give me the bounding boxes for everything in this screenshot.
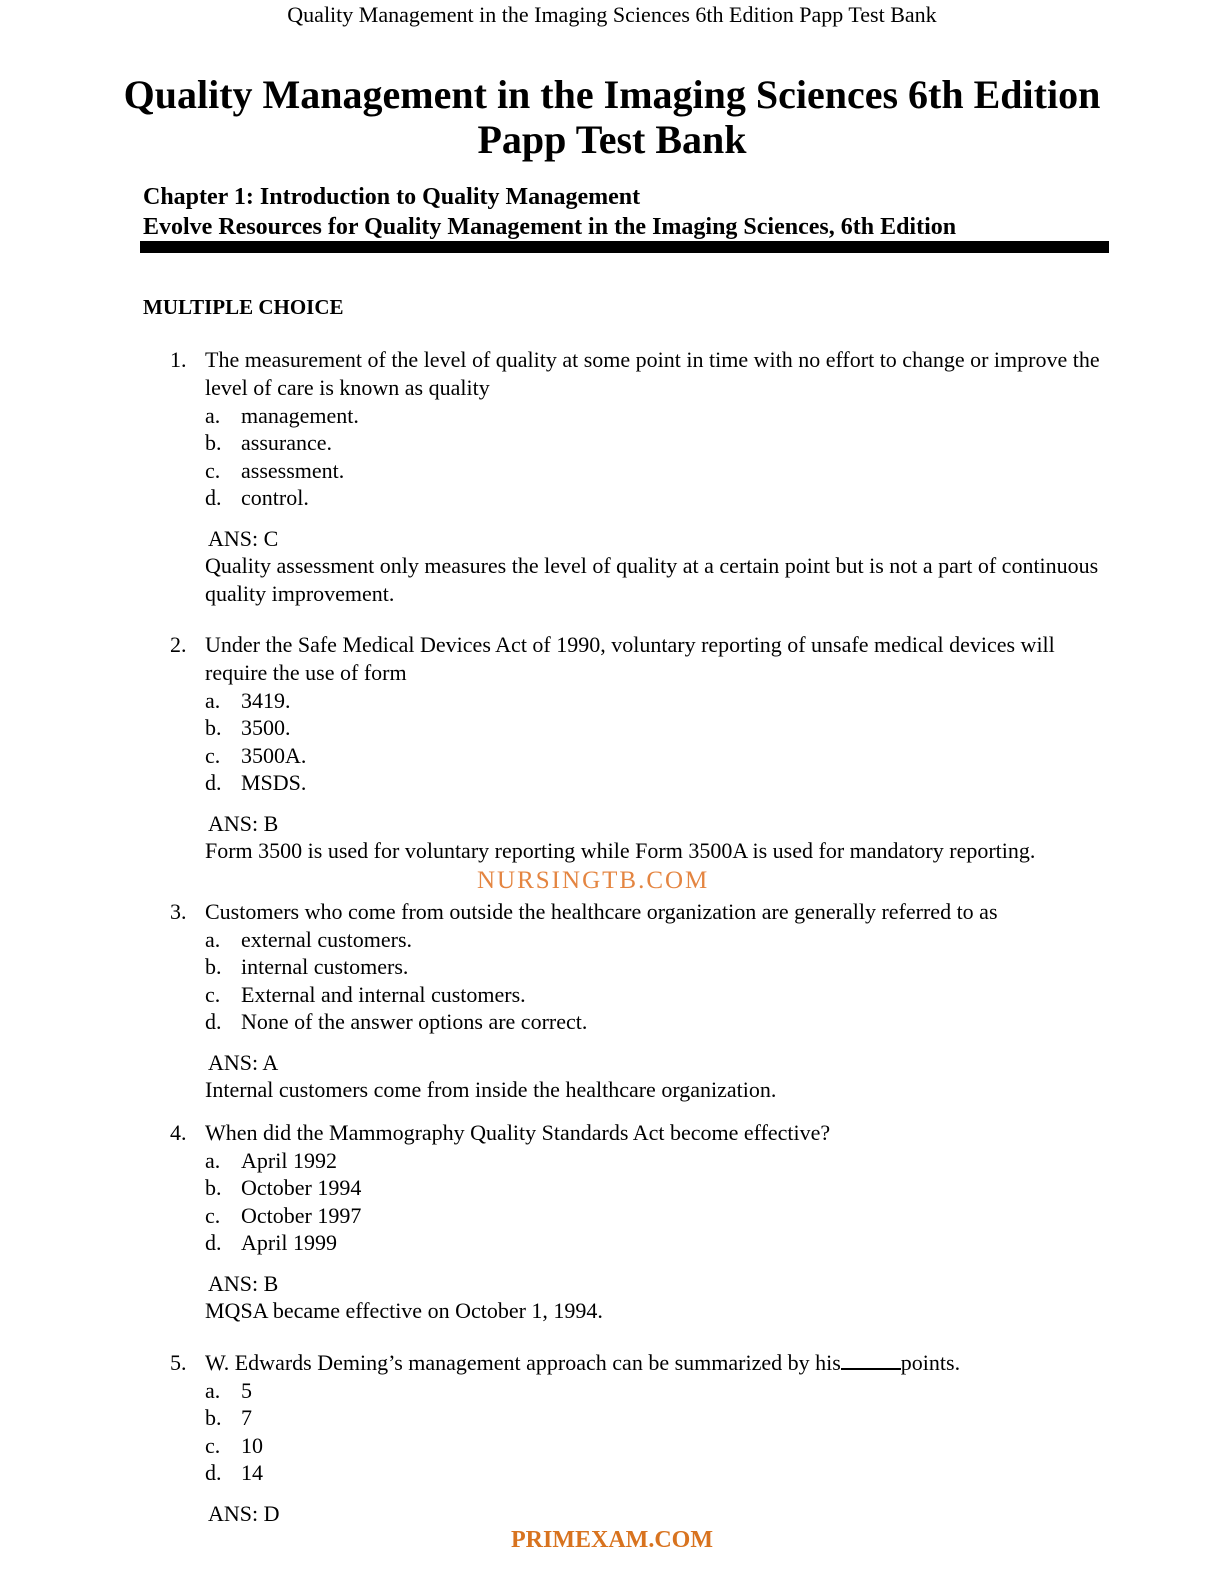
question-text: Customers who come from outside the healthcare organization are generally referred to as (205, 899, 998, 924)
option-text: 3419. (241, 688, 291, 713)
answer-option (205, 1174, 1110, 1201)
answer-option (205, 1404, 1110, 1431)
option-letter: d. (205, 484, 222, 510)
chapter-subtitle: Evolve Resources for Quality Management in the Imaging Sciences, 6th Edition (143, 214, 957, 240)
answer-rationale: Quality assessment only measures the level of quality at a certain point but is not a part of continuous quality improvement. (205, 553, 1099, 607)
question-number: 2. (170, 632, 187, 657)
question-text: Under the Safe Medical Devices Act of 1990, voluntary reporting of unsafe medical devices will require the use of form (205, 632, 1055, 685)
answer-key: ANS: B (208, 1271, 279, 1297)
option-letter: a. (205, 688, 221, 713)
option-text: April 1992 (241, 1148, 337, 1173)
section-heading: MULTIPLE CHOICE (143, 295, 344, 319)
answer-option (205, 769, 1110, 796)
question-number: 1. (170, 347, 187, 372)
option-text: assessment. (241, 457, 345, 483)
answer-options (205, 402, 1110, 511)
option-text: October 1997 (241, 1202, 362, 1228)
option-letter: d. (205, 1229, 222, 1255)
option-text: 10 (241, 1432, 263, 1458)
question-number: 5. (170, 1350, 187, 1375)
running-header: Quality Management in the Imaging Sciences 6th Edition Papp Test Bank (287, 2, 937, 27)
answer-option (205, 926, 1110, 953)
answer-option (205, 742, 1110, 769)
answer-option (205, 953, 1110, 980)
answer-option (205, 429, 1110, 456)
footer-brand: PRIMEXAM.COM (511, 1527, 713, 1553)
heading-rule (140, 241, 1109, 253)
option-letter: c. (205, 1432, 221, 1458)
answer-option (205, 1202, 1110, 1229)
option-letter: c. (205, 457, 221, 483)
option-text: 7 (241, 1405, 252, 1431)
answer-options (205, 1377, 1110, 1486)
answer-rationale: MQSA became effective on October 1, 1994. (205, 1298, 603, 1324)
answer-option (205, 1459, 1110, 1486)
option-text: 3500A. (241, 742, 307, 768)
document-title (100, 72, 1124, 162)
option-text: 5 (241, 1378, 252, 1403)
question-text: The measurement of the level of quality at some point in time with no effort to change or improve the level of care is known as quality (205, 347, 1100, 400)
question-item (170, 346, 1110, 608)
option-text: MSDS. (241, 769, 307, 795)
option-letter: a. (205, 927, 221, 952)
answer-key: ANS: D (208, 1501, 280, 1527)
option-text: External and internal customers. (241, 981, 526, 1007)
option-text: None of the answer options are correct. (241, 1008, 588, 1034)
answer-option (205, 1008, 1110, 1035)
option-letter: a. (205, 1378, 221, 1403)
title-line-1: Quality Management in the Imaging Sciences 6th Edition (123, 72, 1101, 117)
option-letter: b. (205, 715, 222, 741)
answer-option (205, 1147, 1110, 1174)
answer-option (205, 1377, 1110, 1404)
question-item (170, 1349, 1110, 1527)
option-letter: d. (205, 1459, 222, 1485)
title-line-2: Papp Test Bank (477, 117, 747, 162)
option-letter: b. (205, 430, 222, 456)
answer-key: ANS: B (208, 811, 279, 837)
option-letter: c. (205, 1202, 221, 1228)
answer-option (205, 981, 1110, 1008)
option-letter: c. (205, 981, 221, 1007)
option-letter: a. (205, 403, 221, 428)
answer-option (205, 484, 1110, 511)
option-text: April 1999 (241, 1229, 337, 1255)
option-text: external customers. (241, 927, 413, 952)
question-item (170, 1119, 1110, 1325)
answer-options (205, 926, 1110, 1035)
option-letter: d. (205, 1008, 222, 1034)
option-text: assurance. (241, 430, 333, 456)
answer-options (205, 687, 1110, 796)
answer-options (205, 1147, 1110, 1256)
question-number: 4. (170, 1120, 187, 1145)
question-text: When did the Mammography Quality Standards Act become effective? (205, 1120, 831, 1145)
chapter-heading: Chapter 1: Introduction to Quality Management (143, 184, 641, 210)
answer-blank (841, 1350, 901, 1370)
question-item (170, 898, 1110, 1104)
option-text: management. (241, 403, 359, 428)
watermark: NURSINGTB.COM (477, 867, 710, 894)
option-letter: d. (205, 769, 222, 795)
option-text: control. (241, 484, 309, 510)
option-letter: b. (205, 1405, 222, 1431)
answer-option (205, 1432, 1110, 1459)
option-text: October 1994 (241, 1175, 362, 1201)
option-letter: a. (205, 1148, 221, 1173)
answer-rationale: Form 3500 is used for voluntary reporting while Form 3500A is used for mandatory reporting. (205, 838, 1036, 864)
question-text: W. Edwards Deming’s management approach can be summarized by his points. (205, 1350, 961, 1375)
option-letter: c. (205, 742, 221, 768)
answer-rationale: Internal customers come from inside the healthcare organization. (205, 1077, 777, 1103)
answer-option (205, 714, 1110, 741)
question-number: 3. (170, 899, 187, 924)
answer-key: ANS: C (208, 526, 279, 552)
option-letter: b. (205, 954, 222, 980)
option-letter: b. (205, 1175, 222, 1201)
answer-option (205, 457, 1110, 484)
answer-option (205, 687, 1110, 714)
answer-key: ANS: A (208, 1050, 279, 1076)
option-text: internal customers. (241, 954, 409, 980)
option-text: 3500. (241, 715, 291, 741)
question-item (170, 631, 1110, 865)
option-text: 14 (241, 1459, 263, 1485)
answer-option (205, 402, 1110, 429)
answer-option (205, 1229, 1110, 1256)
